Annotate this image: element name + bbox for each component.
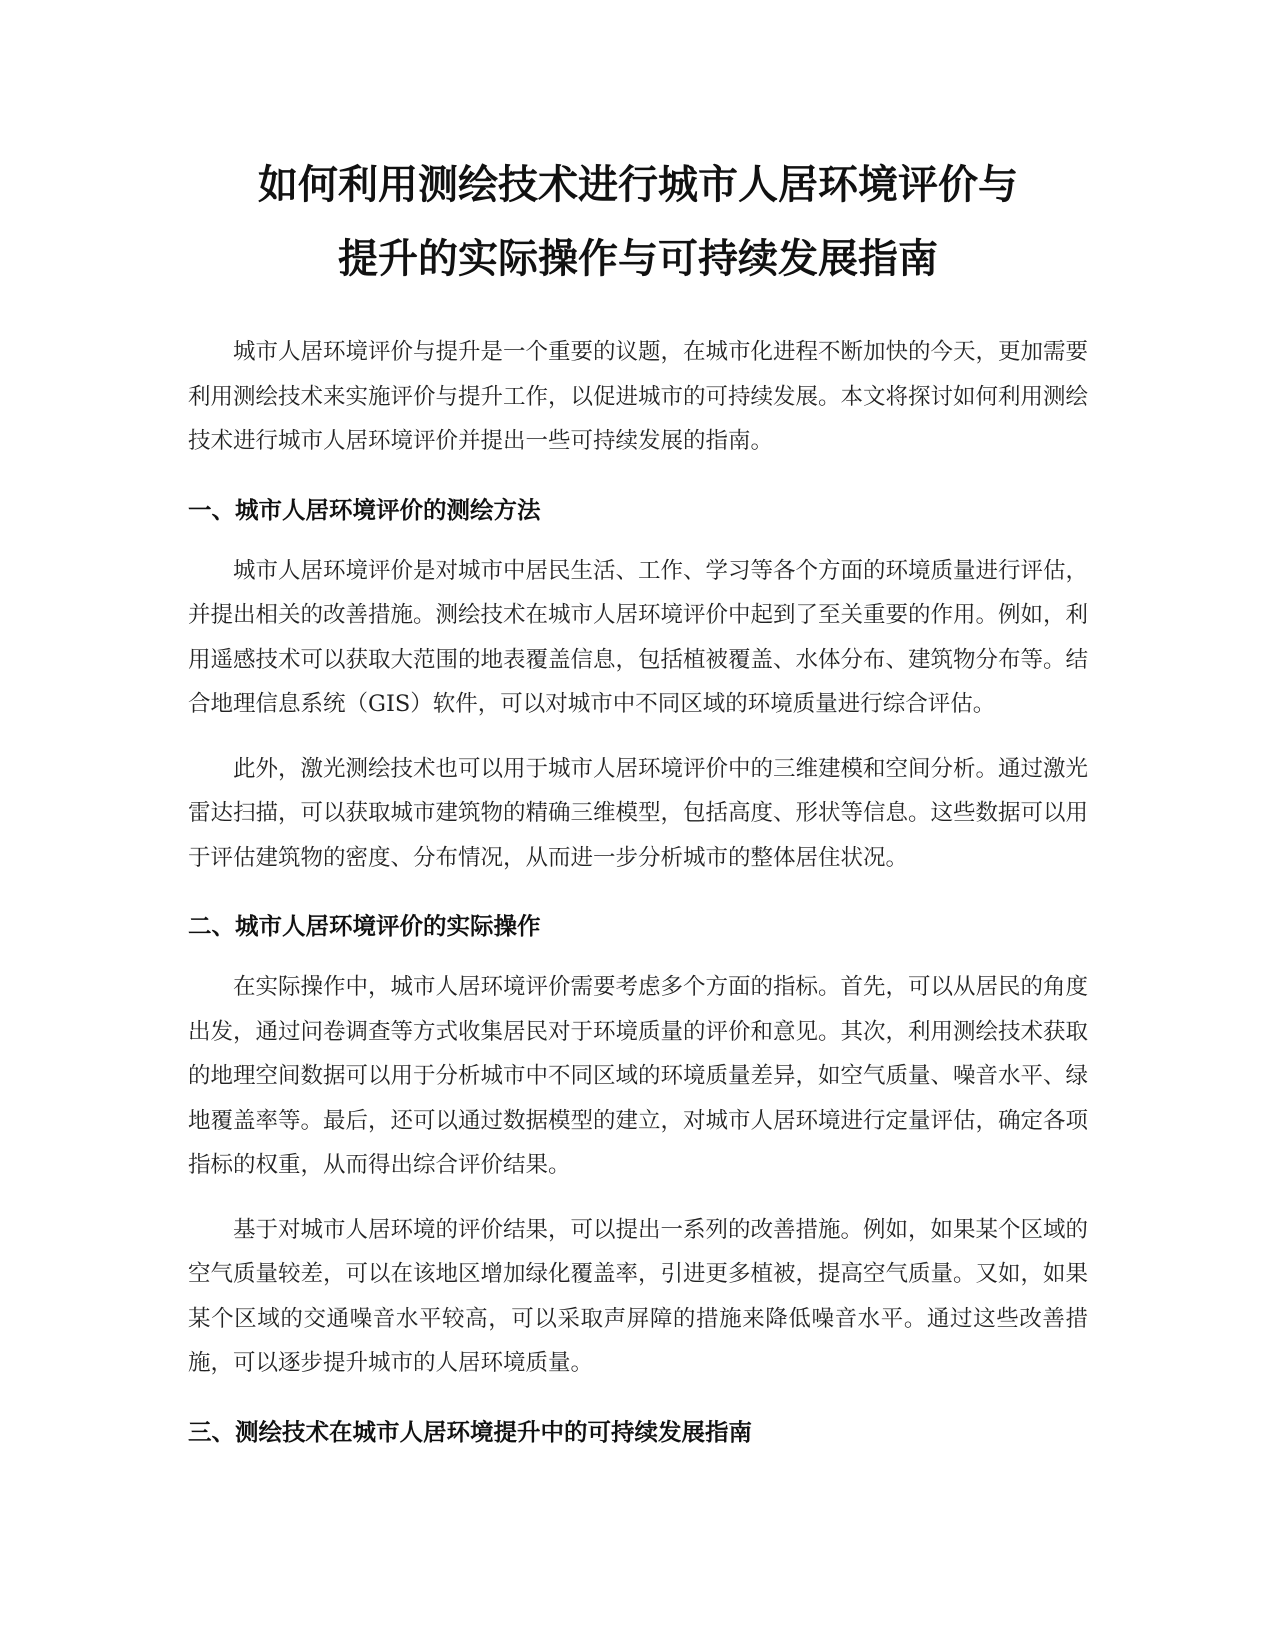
section-2-paragraph-1: 在实际操作中，城市人居环境评价需要考虑多个方面的指标。首先，可以从居民的角度出发，通过问卷调查等方式收集居民对于环境质量的评价和意见。其次，利用测绘技术获取的地理空间数据可以用于分析城市中不同区域的环境质量差异，如空气质量、噪音水平、绿地覆盖率等。最后，还可以通过数据模型的建立，对城市人居环境进行定量评估，确定各项指标的权重，从而得出综合评价结果。 <box>188 974 1089 1178</box>
section-2-paragraph-2: 基于对城市人居环境的评价结果，可以提出一系列的改善措施。例如，如果某个区域的空气质量较差，可以在该地区增加绿化覆盖率，引进更多植被，提高空气质量。又如，如果某个区域的交通噪音水平较高，可以采取声屏障的措施来降低噪音水平。通过这些改善措施，可以逐步提升城市的人居环境质量。 <box>188 1216 1089 1376</box>
intro-paragraph: 城市人居环境评价与提升是一个重要的议题，在城市化进程不断加快的今天，更加需要利用测绘技术来实施评价与提升工作，以促进城市的可持续发展。本文将探讨如何利用测绘技术进行城市人居环境评价并提出一些可持续发展的指南。 <box>188 339 1089 454</box>
section-heading-1: 一、城市人居环境评价的测绘方法 <box>188 495 541 524</box>
section-1-paragraph-1: 城市人居环境评价是对城市中居民生活、工作、学习等各个方面的环境质量进行评估，并提出相关的改善措施。测绘技术在城市人居环境评价中起到了至关重要的作用。例如，利用遥感技术可以获取大范围的地表覆盖信息，包括植被覆盖、水体分布、建筑物分布等。结合地理信息系统（GIS）软件，可以对城市中不同区域的环境质量进行综合评估。 <box>188 557 1089 717</box>
title-line-1: 如何利用测绘技术进行城市人居环境评价与 <box>258 162 1018 208</box>
document-page <box>188 0 1088 1448</box>
section-1-paragraph-2: 此外，激光测绘技术也可以用于城市人居环境评价中的三维建模和空间分析。通过激光雷达扫描，可以获取城市建筑物的精确三维模型，包括高度、形状等信息。这些数据可以用于评估建筑物的密度、分布情况，从而进一步分析城市的整体居住状况。 <box>188 755 1089 871</box>
document-title <box>188 148 1088 296</box>
title-line-2: 提升的实际操作与可持续发展指南 <box>338 236 938 282</box>
section-heading-3: 三、测绘技术在城市人居环境提升中的可持续发展指南 <box>188 1417 752 1446</box>
section-heading-2: 二、城市人居环境评价的实际操作 <box>188 912 541 940</box>
